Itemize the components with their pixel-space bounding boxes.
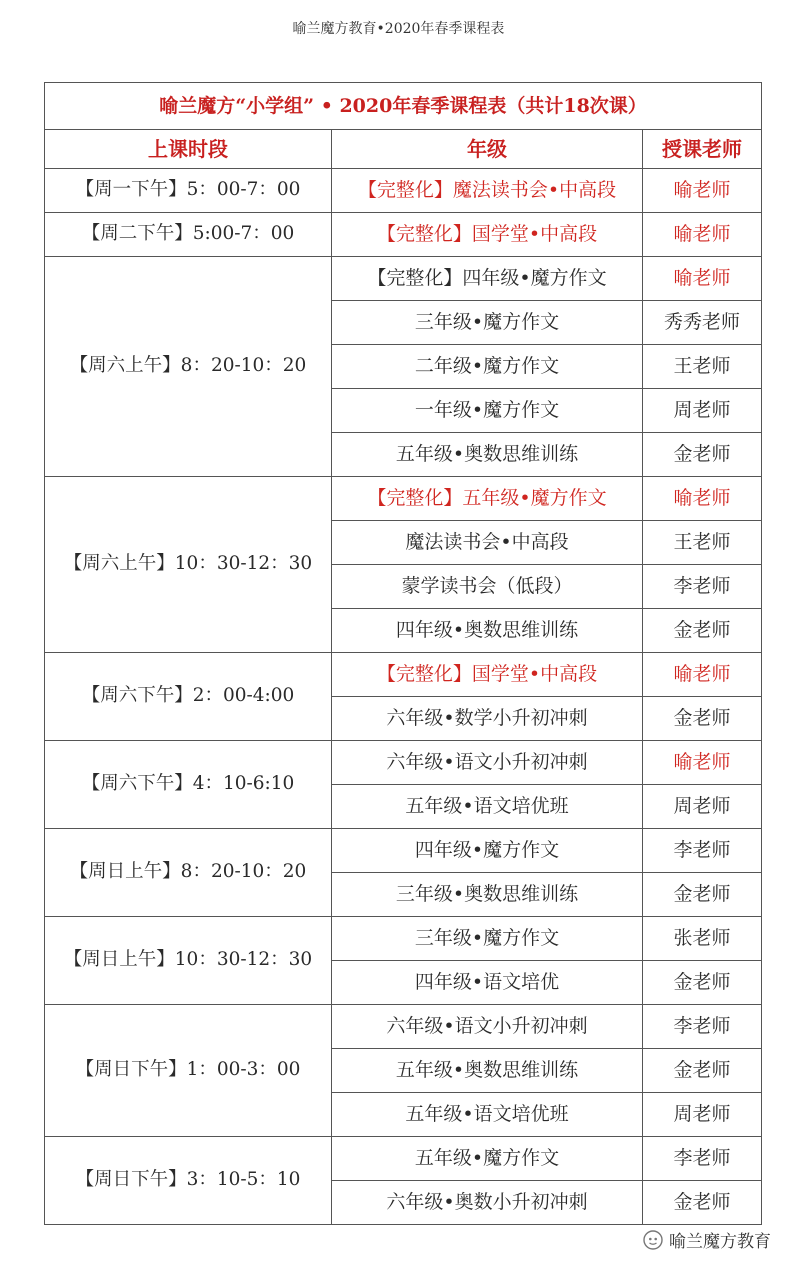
table-row: [45, 829, 762, 873]
table-row: [45, 1005, 762, 1049]
watermark: [643, 1227, 771, 1252]
teacher-cell: 金老师: [643, 609, 762, 653]
time-slot-cell: 【周日下午】3：10-5：10: [45, 1137, 332, 1225]
course-cell: 四年级•魔方作文: [332, 829, 643, 873]
table-row: [45, 169, 762, 213]
watermark-text: 喻兰魔方教育: [669, 1232, 771, 1252]
course-cell: 四年级•奥数思维训练: [332, 609, 643, 653]
wechat-icon: [643, 1230, 663, 1250]
table-row: [45, 257, 762, 301]
course-cell: 一年级•魔方作文: [332, 389, 643, 433]
course-cell: 【完整化】国学堂•中高段: [332, 653, 643, 697]
course-cell: 五年级•语文培优班: [332, 1093, 643, 1137]
table-header-row: [45, 130, 762, 169]
teacher-cell: 李老师: [643, 1137, 762, 1181]
course-cell: 【完整化】五年级•魔方作文: [332, 477, 643, 521]
column-header-grade: 年级: [332, 130, 643, 169]
time-slot-cell: 【周一下午】5：00-7：00: [45, 169, 332, 213]
course-cell: 三年级•魔方作文: [332, 301, 643, 345]
course-cell: 六年级•数学小升初冲刺: [332, 697, 643, 741]
course-cell: 六年级•语文小升初冲刺: [332, 741, 643, 785]
teacher-cell: 金老师: [643, 1181, 762, 1225]
time-slot-cell: 【周日下午】1：00-3：00: [45, 1005, 332, 1137]
course-cell: 五年级•魔方作文: [332, 1137, 643, 1181]
teacher-cell: 喻老师: [643, 257, 762, 301]
course-cell: 【完整化】魔法读书会•中高段: [332, 169, 643, 213]
table-row: [45, 741, 762, 785]
time-slot-cell: 【周六下午】2：00-4:00: [45, 653, 332, 741]
teacher-cell: 喻老师: [643, 169, 762, 213]
table-title: 喻兰魔方“小学组” • 2020年春季课程表（共计18次课）: [45, 83, 762, 130]
time-slot-cell: 【周六下午】4：10-6:10: [45, 741, 332, 829]
time-slot-cell: 【周日上午】8：20-10：20: [45, 829, 332, 917]
table-row: [45, 213, 762, 257]
table-row: [45, 1137, 762, 1181]
table-row: [45, 653, 762, 697]
teacher-cell: 金老师: [643, 961, 762, 1005]
teacher-cell: 李老师: [643, 1005, 762, 1049]
time-slot-cell: 【周日上午】10：30-12：30: [45, 917, 332, 1005]
teacher-cell: 秀秀老师: [643, 301, 762, 345]
teacher-cell: 周老师: [643, 785, 762, 829]
teacher-cell: 喻老师: [643, 653, 762, 697]
teacher-cell: 金老师: [643, 697, 762, 741]
course-cell: 魔法读书会•中高段: [332, 521, 643, 565]
teacher-cell: 张老师: [643, 917, 762, 961]
course-cell: 四年级•语文培优: [332, 961, 643, 1005]
course-cell: 六年级•语文小升初冲刺: [332, 1005, 643, 1049]
course-cell: 二年级•魔方作文: [332, 345, 643, 389]
time-slot-cell: 【周六上午】8：20-10：20: [45, 257, 332, 477]
course-cell: 蒙学读书会（低段）: [332, 565, 643, 609]
course-cell: 五年级•语文培优班: [332, 785, 643, 829]
teacher-cell: 喻老师: [643, 477, 762, 521]
course-cell: 【完整化】国学堂•中高段: [332, 213, 643, 257]
page-header-title: 喻兰魔方教育•2020年春季课程表: [292, 21, 505, 37]
course-cell: 五年级•奥数思维训练: [332, 1049, 643, 1093]
teacher-cell: 周老师: [643, 389, 762, 433]
course-cell: 三年级•奥数思维训练: [332, 873, 643, 917]
course-cell: 六年级•奥数小升初冲刺: [332, 1181, 643, 1225]
teacher-cell: 金老师: [643, 1049, 762, 1093]
teacher-cell: 李老师: [643, 829, 762, 873]
teacher-cell: 李老师: [643, 565, 762, 609]
column-header-teacher: 授课老师: [643, 130, 762, 169]
teacher-cell: 王老师: [643, 345, 762, 389]
table-row: [45, 477, 762, 521]
teacher-cell: 金老师: [643, 433, 762, 477]
teacher-cell: 王老师: [643, 521, 762, 565]
table-title-row: [45, 83, 762, 130]
time-slot-cell: 【周二下午】5:00-7：00: [45, 213, 332, 257]
course-cell: 三年级•魔方作文: [332, 917, 643, 961]
table-row: [45, 917, 762, 961]
course-cell: 【完整化】四年级•魔方作文: [332, 257, 643, 301]
schedule-table: [44, 82, 762, 1225]
column-header-time: 上课时段: [45, 130, 332, 169]
teacher-cell: 喻老师: [643, 741, 762, 785]
course-cell: 五年级•奥数思维训练: [332, 433, 643, 477]
teacher-cell: 周老师: [643, 1093, 762, 1137]
teacher-cell: 金老师: [643, 873, 762, 917]
time-slot-cell: 【周六上午】10：30-12：30: [45, 477, 332, 653]
teacher-cell: 喻老师: [643, 213, 762, 257]
schedule-table-wrapper: [44, 82, 761, 1225]
